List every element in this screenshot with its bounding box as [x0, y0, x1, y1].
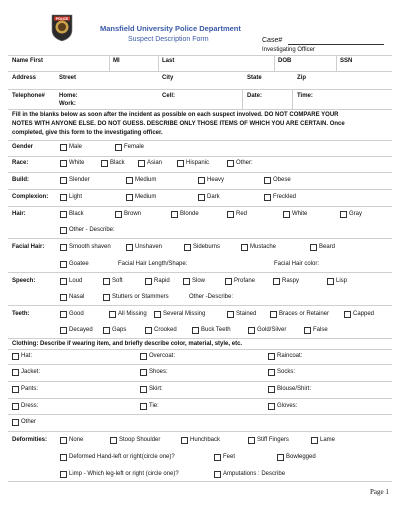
build-obese-checkbox[interactable] — [264, 177, 271, 184]
gender-female-checkbox[interactable] — [115, 144, 122, 151]
last-label: Last — [162, 58, 175, 64]
option-label: Gold/Silver — [257, 327, 287, 333]
option-label: Lisp — [336, 278, 348, 284]
deformities-amputations-checkbox[interactable] — [214, 471, 221, 478]
divider — [8, 55, 392, 56]
option-label: Freckled — [273, 194, 297, 200]
option-label: Good — [69, 311, 84, 317]
clothing-item-label: Hat: — [21, 353, 33, 359]
deformities-stoop-shoulder-checkbox[interactable] — [110, 437, 117, 444]
teeth-stained-checkbox[interactable] — [227, 311, 234, 318]
teeth-good-checkbox[interactable] — [60, 311, 67, 318]
divider — [8, 349, 392, 350]
clothing-item-label: Other — [21, 419, 37, 425]
speech-raspy-checkbox[interactable] — [273, 278, 280, 285]
hair-label: Hair: — [12, 211, 26, 217]
speech-rapid-checkbox[interactable] — [145, 278, 152, 285]
option-label: Nasal — [69, 294, 85, 300]
work-label: Work: — [59, 101, 76, 107]
teeth-braces-checkbox[interactable] — [270, 311, 277, 318]
speech-soft-checkbox[interactable] — [103, 278, 110, 285]
clothing-item-label: Skirt: — [149, 386, 163, 392]
option-label: Slender — [69, 177, 90, 183]
option-label: Feet — [223, 454, 236, 460]
complexion-medium-checkbox[interactable] — [126, 194, 133, 201]
teeth-all-missing-checkbox[interactable] — [109, 311, 116, 318]
divider — [8, 481, 392, 482]
department-name: Mansfield University Police Department — [100, 24, 241, 33]
race-white-checkbox[interactable] — [60, 160, 67, 167]
build-medium-checkbox[interactable] — [126, 177, 133, 184]
teeth-gaps-checkbox[interactable] — [103, 327, 110, 334]
clothing-item-label: Gloves: — [277, 403, 298, 409]
option-label: Several Missing — [163, 311, 206, 317]
divider — [8, 272, 392, 273]
speech-nasal-checkbox[interactable] — [60, 294, 67, 301]
instructions-line-1: Fill in the blanks below as soon after the incident as possible on each suspect involved. DO NOT COMPARE YOUR — [12, 112, 339, 118]
option-label: Other: — [236, 160, 253, 166]
cell-label: Cell: — [162, 93, 176, 99]
option-label: Decayed — [69, 327, 93, 333]
option-label: Bowlegged — [286, 454, 316, 460]
teeth-crooked-checkbox[interactable] — [145, 327, 152, 334]
option-label: Stutters or Stammers — [112, 294, 169, 300]
speech-profane-checkbox[interactable] — [225, 278, 232, 285]
clothing-item-label: Socks: — [277, 369, 296, 375]
clothing-skirt-checkbox[interactable] — [140, 386, 147, 393]
divider — [8, 338, 392, 339]
complexion-light-checkbox[interactable] — [60, 194, 67, 201]
facial-hair-label: Facial Hair: — [12, 244, 45, 250]
option-label: Soft — [112, 278, 123, 284]
speech-label: Speech: — [12, 278, 36, 284]
option-label: Black — [110, 160, 125, 166]
option-label: Limp - Which leg-left or right (circle one)? — [69, 471, 179, 477]
teeth-gold-silver-checkbox[interactable] — [248, 327, 255, 334]
time-label: Time: — [297, 93, 313, 99]
race-label: Race: — [12, 160, 29, 166]
divider — [8, 172, 392, 173]
gender-male-checkbox[interactable] — [60, 144, 67, 151]
hair-white-checkbox[interactable] — [283, 211, 290, 218]
option-label: Beard — [319, 244, 336, 250]
facial-hair-sideburns-checkbox[interactable] — [184, 244, 191, 251]
mi-label: MI — [113, 58, 120, 64]
deformities-stiff-fingers-checkbox[interactable] — [248, 437, 255, 444]
option-label: Stained — [236, 311, 257, 317]
clothing-item-label: Jacket: — [21, 369, 41, 375]
option-label: Black — [69, 211, 84, 217]
option-label: Gaps — [112, 327, 127, 333]
option-label: Sideburns — [193, 244, 221, 250]
speech-stutters-checkbox[interactable] — [103, 294, 110, 301]
speech-slow-checkbox[interactable] — [183, 278, 190, 285]
option-label: Obese — [273, 177, 291, 183]
divider — [8, 398, 392, 399]
facial-hair-unshaven-checkbox[interactable] — [126, 244, 133, 251]
divider — [8, 431, 392, 432]
facial-hair-smooth-shaven-checkbox[interactable] — [60, 244, 67, 251]
facial-hair-beard-checkbox[interactable] — [310, 244, 317, 251]
speech-loud-checkbox[interactable] — [60, 278, 67, 285]
option-label: Capped — [353, 311, 375, 317]
divider — [8, 206, 392, 207]
divider — [8, 140, 392, 141]
ssn-label: SSN — [340, 58, 353, 64]
clothing-pants-checkbox[interactable] — [12, 386, 19, 393]
option-label: Raspy — [282, 278, 300, 284]
option-label: Loud — [69, 278, 83, 284]
date-label: Date: — [247, 93, 263, 99]
facial-hair-length-shape-label: Facial Hair Length/Shape: — [118, 261, 188, 267]
option-label: Light — [69, 194, 83, 200]
option-label: Stoop Shoulder — [119, 437, 161, 443]
hair-black-checkbox[interactable] — [60, 211, 67, 218]
complexion-dark-checkbox[interactable] — [198, 194, 205, 201]
clothing-jacket-checkbox[interactable] — [12, 369, 19, 376]
clothing-other-checkbox[interactable] — [12, 419, 19, 426]
dob-label: DOB — [278, 58, 292, 64]
facial-hair-mustache-checkbox[interactable] — [241, 244, 248, 251]
divider — [8, 381, 392, 382]
option-label: Profane — [234, 278, 256, 284]
facial-hair-goatee-checkbox[interactable] — [60, 261, 67, 268]
address-label: Address — [12, 75, 37, 81]
clothing-shoes-checkbox[interactable] — [140, 369, 147, 376]
divider — [8, 71, 392, 72]
race-other-checkbox[interactable] — [227, 160, 234, 167]
option-label: Buck Teeth — [201, 327, 231, 333]
home-label: Home: — [59, 93, 78, 99]
option-label: Other - Describe: — [69, 227, 115, 233]
clothing-item-label: Blouse/Shirt: — [277, 386, 312, 392]
logo-text: POLICE — [55, 16, 69, 21]
clothing-item-label: Dress: — [21, 403, 39, 409]
teeth-false-checkbox[interactable] — [304, 327, 311, 334]
hair-gray-checkbox[interactable] — [340, 211, 347, 218]
option-label: Mustache — [250, 244, 277, 250]
option-label: Brown — [124, 211, 142, 217]
race-hispanic-checkbox[interactable] — [177, 160, 184, 167]
form-title: Suspect Description Form — [128, 36, 209, 43]
name-first-label: Name First — [12, 58, 44, 64]
divider — [8, 364, 392, 365]
option-label: All Missing — [118, 311, 147, 317]
divider — [8, 109, 392, 110]
option-label: False — [313, 327, 328, 333]
option-label: Slow — [192, 278, 206, 284]
build-label: Build: — [12, 177, 29, 183]
hair-blonde-checkbox[interactable] — [171, 211, 178, 218]
deformities-lame-checkbox[interactable] — [311, 437, 318, 444]
teeth-buck-teeth-checkbox[interactable] — [192, 327, 199, 334]
clothing-dress-checkbox[interactable] — [12, 403, 19, 410]
option-label: None — [69, 437, 84, 443]
deformities-bowlegged-checkbox[interactable] — [277, 454, 284, 461]
option-label: Deformed Hand-left or right(circle one)? — [69, 454, 175, 460]
option-label: Rapid — [154, 278, 170, 284]
option-label: Male — [69, 144, 83, 150]
divider — [8, 156, 392, 157]
clothing-overcoat-checkbox[interactable] — [140, 353, 147, 360]
clothing-raincoat-checkbox[interactable] — [268, 353, 275, 360]
option-label: Medium — [135, 194, 157, 200]
race-asian-checkbox[interactable] — [138, 160, 145, 167]
option-label: Asian — [147, 160, 163, 166]
clothing-tie-checkbox[interactable] — [140, 403, 147, 410]
option-label: Stiff Fingers — [257, 437, 289, 443]
complexion-freckled-checkbox[interactable] — [264, 194, 271, 201]
telephone-label: Telephone# — [12, 93, 45, 99]
option-label: Female — [124, 144, 145, 150]
teeth-label: Teeth: — [12, 311, 30, 317]
option-label: Hunchback — [190, 437, 221, 443]
teeth-capped-checkbox[interactable] — [344, 311, 351, 318]
clothing-item-label: Pants: — [21, 386, 39, 392]
clothing-item-label: Shoes: — [149, 369, 168, 375]
complexion-label: Complexion: — [12, 194, 49, 200]
speech-other-label: Other -Describe: — [189, 294, 234, 300]
option-label: Lame — [320, 437, 336, 443]
divider — [8, 189, 392, 190]
divider — [8, 89, 392, 90]
option-label: White — [292, 211, 308, 217]
clothing-gloves-checkbox[interactable] — [268, 403, 275, 410]
zip-label: Zip — [297, 75, 306, 81]
police-badge-logo — [50, 12, 74, 42]
clothing-item-label: Overcoat: — [149, 353, 176, 359]
deformities-hunchback-checkbox[interactable] — [181, 437, 188, 444]
hair-red-checkbox[interactable] — [227, 211, 234, 218]
option-label: White — [69, 160, 85, 166]
clothing-socks-checkbox[interactable] — [268, 369, 275, 376]
gender-label: Gender — [12, 144, 34, 150]
deformities-deformed-hand-checkbox[interactable] — [60, 454, 67, 461]
deformities-none-checkbox[interactable] — [60, 437, 67, 444]
option-label: Braces or Retainer — [279, 311, 330, 317]
investigating-officer-label: Investigating Officer — [262, 47, 315, 53]
option-label: Heavy — [207, 177, 225, 183]
facial-hair-color-label: Facial Hair color: — [274, 261, 320, 267]
divider — [8, 238, 392, 239]
deformities-feet-checkbox[interactable] — [214, 454, 221, 461]
option-label: Crooked — [154, 327, 177, 333]
option-label: Goatee — [69, 261, 89, 267]
case-label: Case# — [262, 37, 283, 44]
instructions-line-2: NOTES WITH ANYONE ELSE. DO NOT GUESS. DESCRIBE ONLY THOSE ITEMS OF WHICH YOU ARE CERTAIN. Once — [12, 121, 345, 127]
option-label: Amputations : Describe — [223, 471, 286, 477]
divider — [8, 414, 392, 415]
divider — [8, 305, 392, 306]
race-black-checkbox[interactable] — [101, 160, 108, 167]
clothing-item-label: Raincoat: — [277, 353, 303, 359]
option-label: Smooth shaven — [69, 244, 111, 250]
deformities-limp-checkbox[interactable] — [60, 471, 67, 478]
case-field[interactable] — [288, 44, 384, 45]
option-label: Blonde — [180, 211, 199, 217]
clothing-label: Clothing: Describe if wearing item, and briefly describe color, material, style, etc. — [12, 341, 243, 347]
speech-lisp-checkbox[interactable] — [327, 278, 334, 285]
hair-other-checkbox[interactable] — [60, 227, 67, 234]
option-label: Medium — [135, 177, 157, 183]
instructions-line-3: completed, give this form to the investigating officer. — [12, 130, 163, 136]
option-label: Gray — [349, 211, 363, 217]
teeth-decayed-checkbox[interactable] — [60, 327, 67, 334]
page-number: Page 1 — [370, 488, 389, 496]
option-label: Hispanic — [186, 160, 210, 166]
city-label: City — [162, 75, 174, 81]
state-label: State — [247, 75, 262, 81]
option-label: Dark — [207, 194, 220, 200]
option-label: Red — [236, 211, 248, 217]
street-label: Street — [59, 75, 77, 81]
option-label: Unshaven — [135, 244, 163, 250]
build-heavy-checkbox[interactable] — [198, 177, 205, 184]
teeth-several-missing-checkbox[interactable] — [154, 311, 161, 318]
deformities-label: Deformities: — [12, 437, 48, 443]
clothing-blouse-shirt-checkbox[interactable] — [268, 386, 275, 393]
build-slender-checkbox[interactable] — [60, 177, 67, 184]
clothing-hat-checkbox[interactable] — [12, 353, 19, 360]
clothing-item-label: Tie: — [149, 403, 159, 409]
hair-brown-checkbox[interactable] — [115, 211, 122, 218]
